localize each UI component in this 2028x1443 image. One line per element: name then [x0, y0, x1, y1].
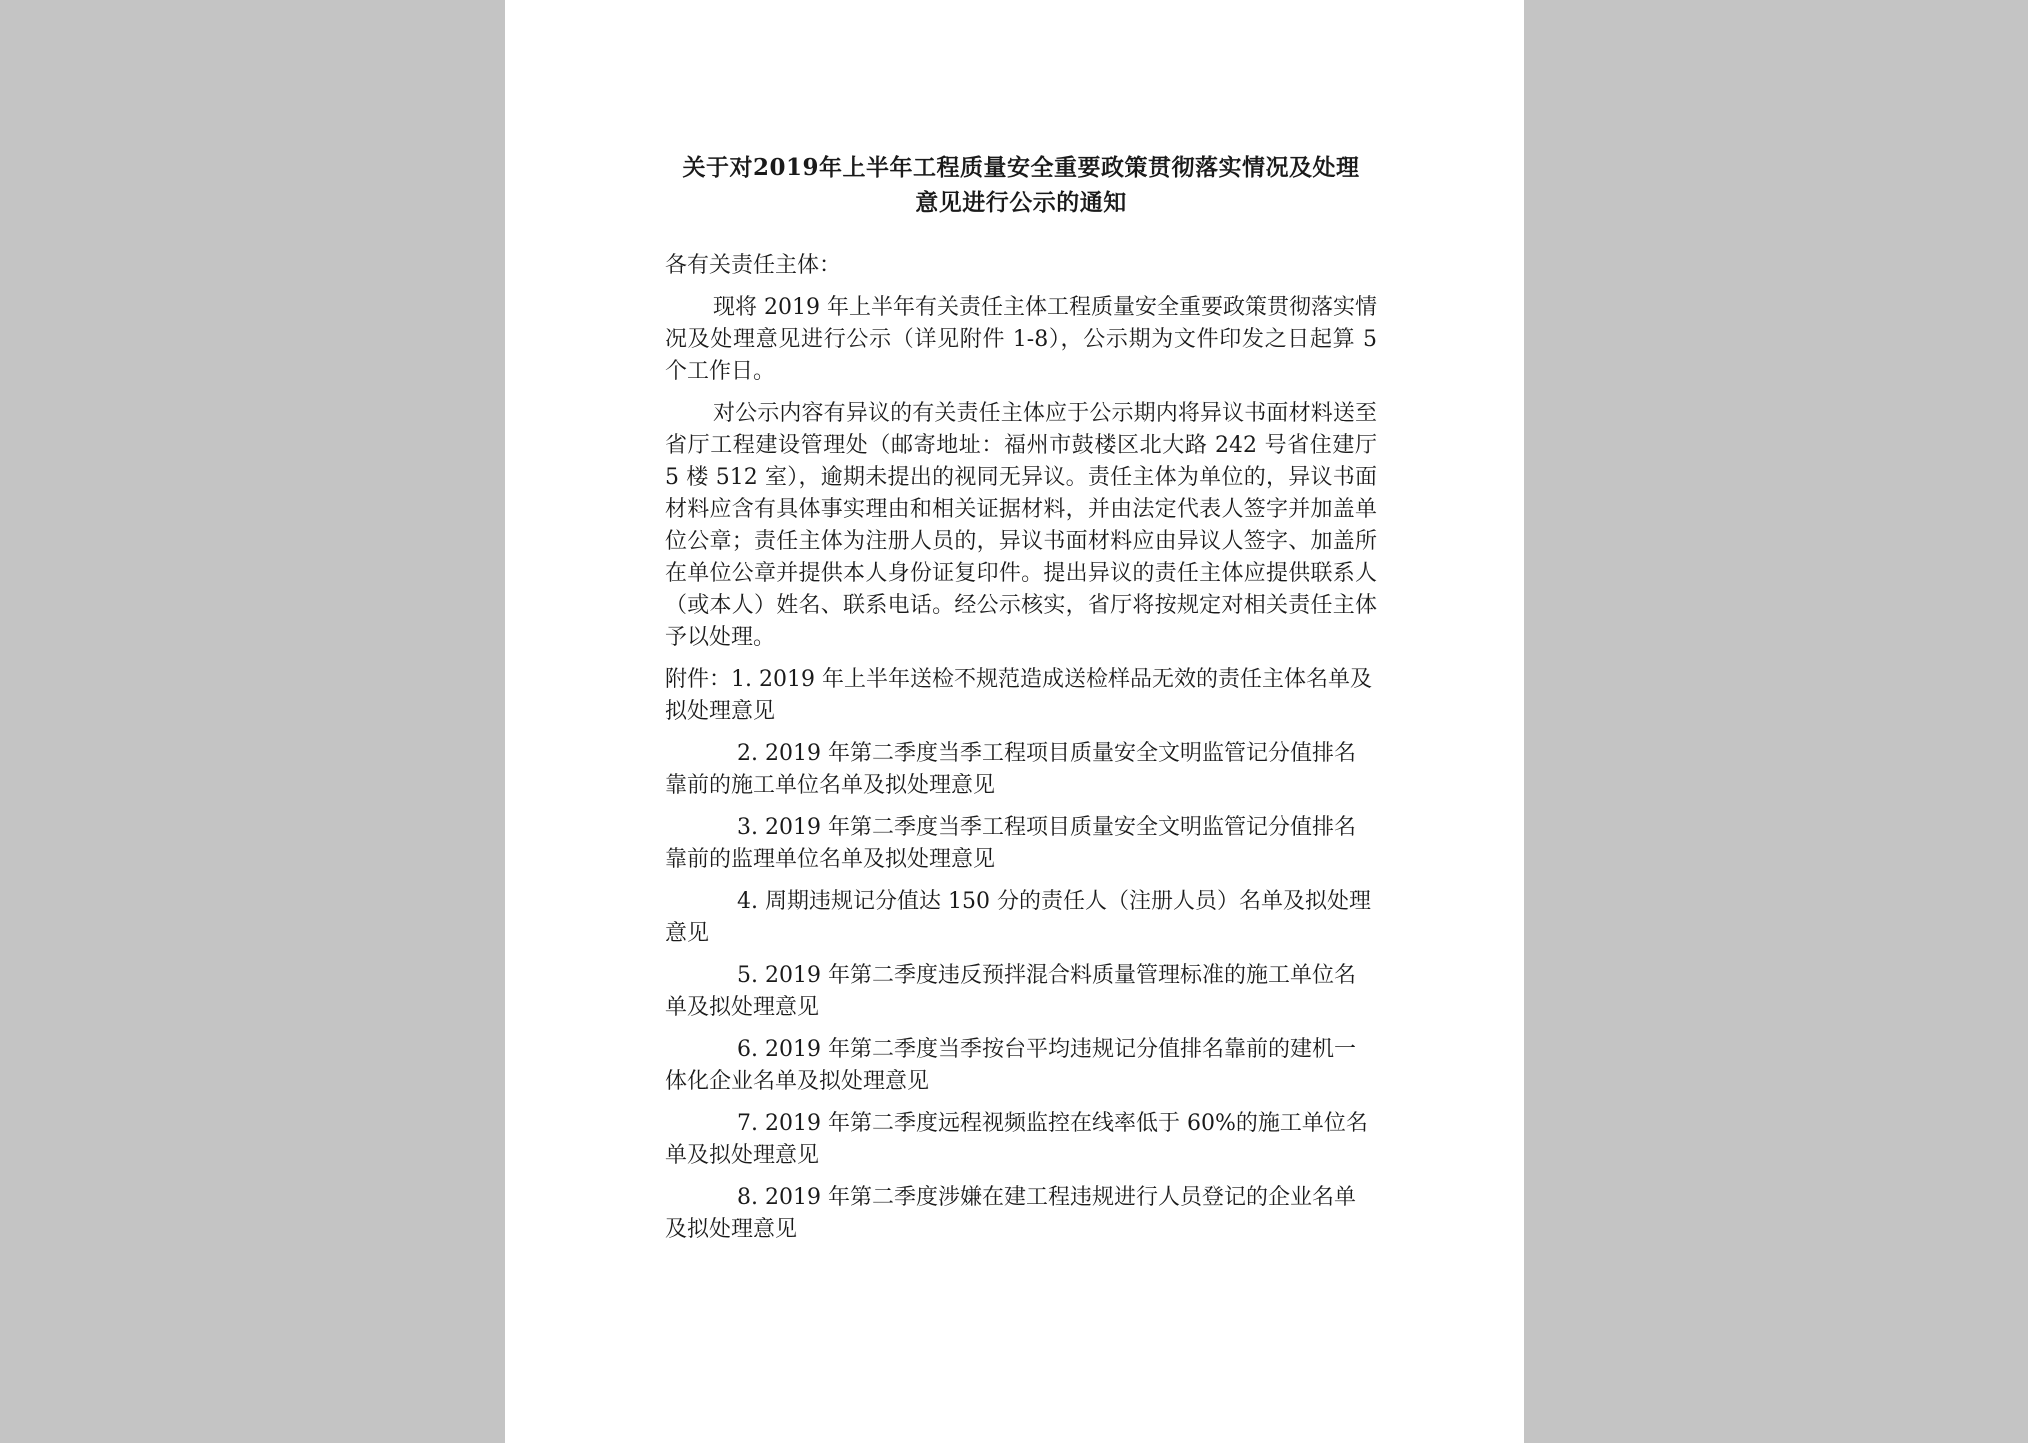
- attachment-item-4: 4. 周期违规记分值达 150 分的责任人（注册人员）名单及拟处理意见: [665, 889, 1371, 946]
- document-page: [505, 0, 1524, 1443]
- attachment-item-6: 6. 2019 年第二季度当季按台平均违规记分值排名靠前的建机一体化企业名单及拟处理意见: [665, 1037, 1356, 1094]
- title-line-2: 意见进行公示的通知: [915, 189, 1127, 216]
- attachment-item-7: 7. 2019 年第二季度远程视频监控在线率低于 60%的施工单位名单及拟处理意见: [665, 1111, 1368, 1168]
- attachment-item-3: 3. 2019 年第二季度当季工程项目质量安全文明监管记分值排名靠前的监理单位名单及拟处理意见: [665, 815, 1356, 872]
- document-title: [665, 150, 1377, 220]
- attachment-text-1: 1. 2019 年上半年送检不规范造成送检样品无效的责任主体名单及拟处理意见: [665, 667, 1372, 724]
- attachment-item-8: 8. 2019 年第二季度涉嫌在建工程违规进行人员登记的企业名单及拟处理意见: [665, 1185, 1356, 1242]
- paragraph-announcement: 现将 2019 年上半年有关责任主体工程质量安全重要政策贯彻落实情况及处理意见进行公示（详见附件 1-8），公示期为文件印发之日起算 5 个工作日。: [665, 295, 1377, 384]
- attachment-item-5: 5. 2019 年第二季度违反预拌混合料质量管理标准的施工单位名单及拟处理意见: [665, 963, 1356, 1020]
- attachments-label: 附件：: [665, 667, 732, 692]
- attachment-item-1: [665, 664, 1377, 728]
- paragraph-objection: 对公示内容有异议的有关责任主体应于公示期内将异议书面材料送至省厅工程建设管理处（邮寄地址：福州市鼓楼区北大路 242 号省住建厅 5 楼 512 室），逾期未提出的视同无异议。责任主体为单位的，异议书面材料应含有具体事实理由和相关证据材料，并由法定代表人签字并加盖单位公章；责任主体为注册人员的，异议书面材料应由异议人签字、加盖所在单位公章并提供本人身份证复印件。提出异议的责任主体应提供联系人（或本人）姓名、联系电话。经公示核实，省厅将按规定对相关责任主体予以处理。: [665, 401, 1377, 650]
- title-line-1: 关于对2019年上半年工程质量安全重要政策贯彻落实情况及处理: [682, 154, 1360, 181]
- attachment-item-2: 2. 2019 年第二季度当季工程项目质量安全文明监管记分值排名靠前的施工单位名单及拟处理意见: [665, 741, 1356, 798]
- salutation: 各有关责任主体：: [665, 253, 842, 278]
- document-content: [665, 150, 1377, 1256]
